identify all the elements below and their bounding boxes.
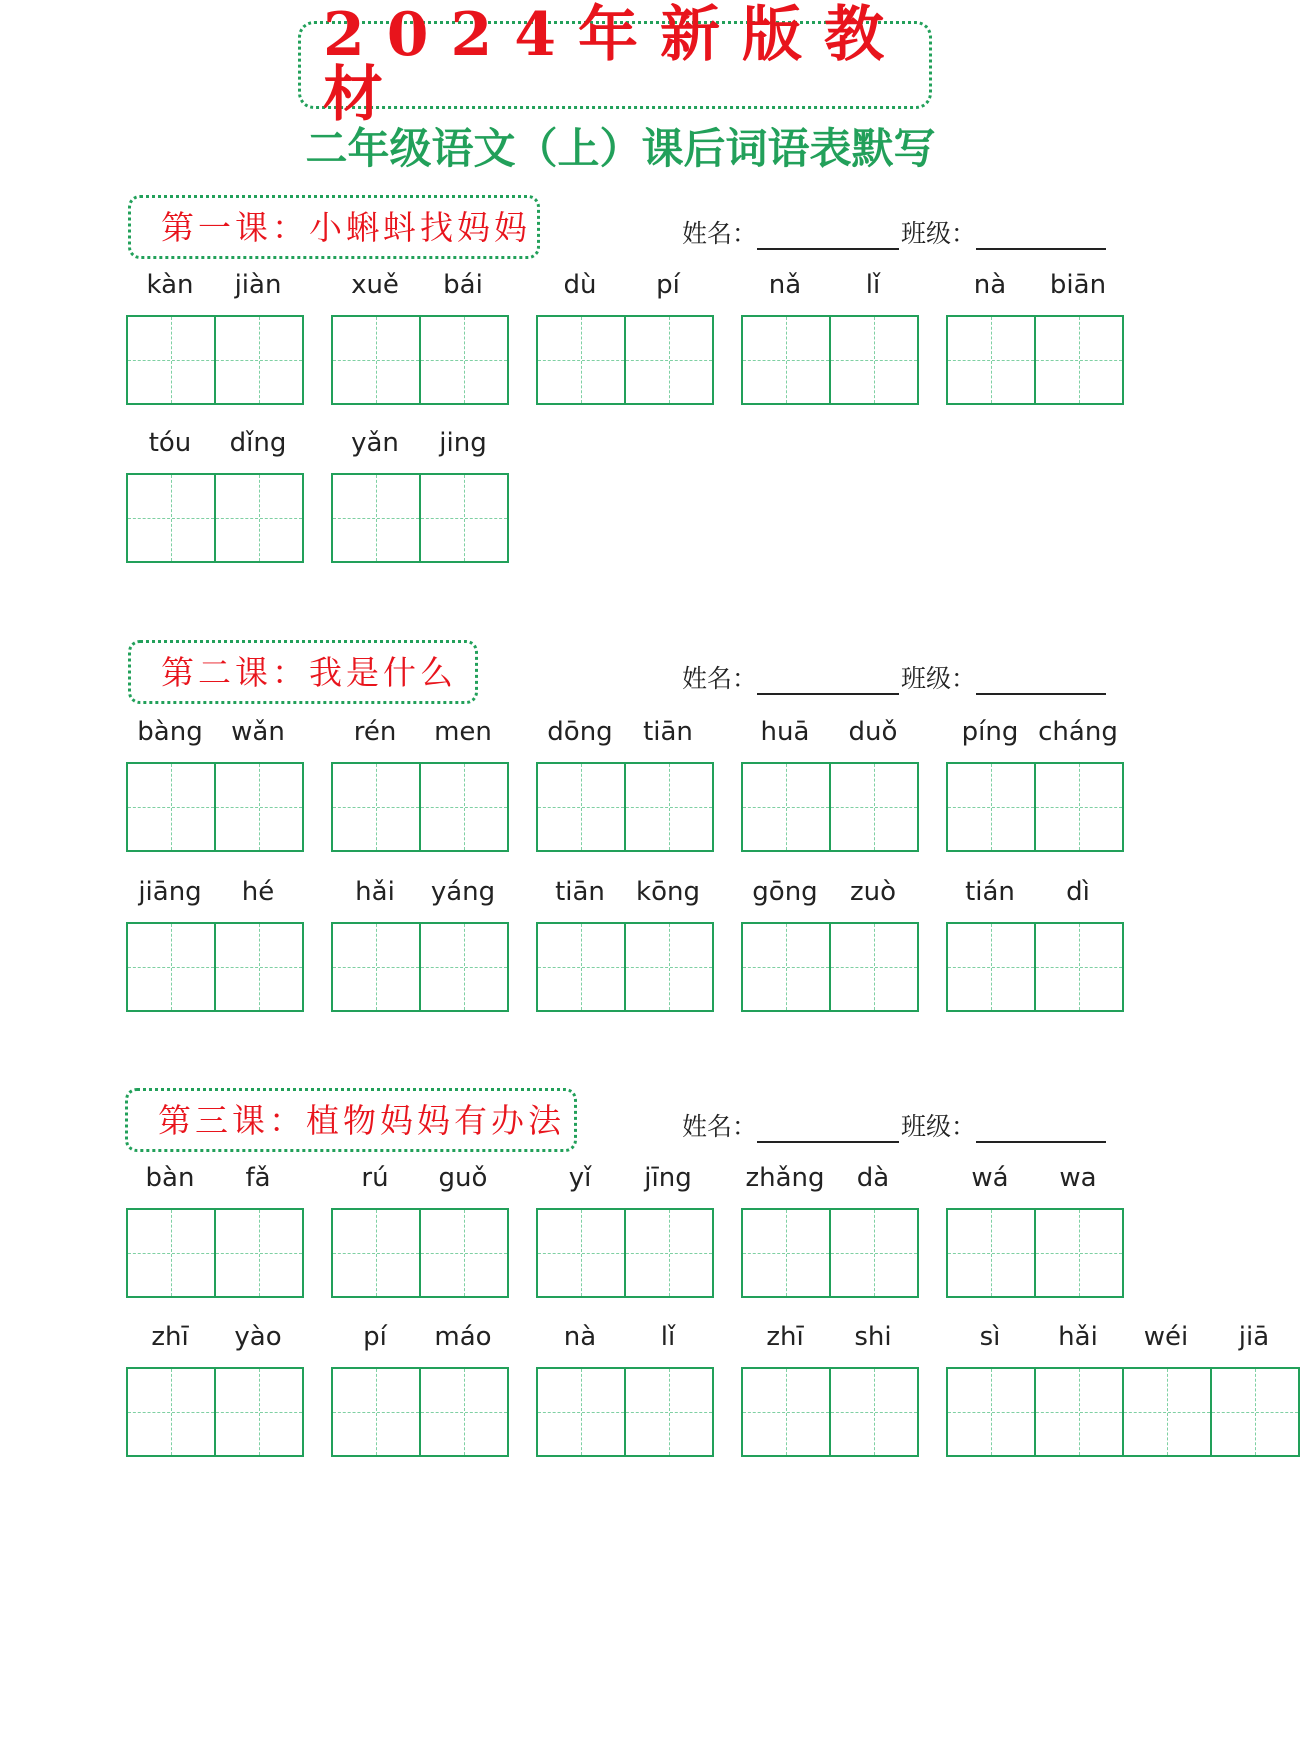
lesson-2-title: 第二课：我是什么 [161,652,457,692]
class-blank[interactable] [976,663,1106,695]
writing-cell[interactable] [624,764,712,850]
writing-cell[interactable] [214,475,302,561]
writing-cell[interactable] [538,764,624,850]
page-title: 2024年新版教材 [323,0,906,130]
tianzige-cells [946,922,1124,1012]
pinyin-syllable: zuò [849,877,897,907]
word-group [126,1158,304,1298]
name-label: 姓名： [682,219,758,248]
pinyin-syllable: jiā [1238,1322,1270,1352]
word-group [331,265,509,405]
word-group [126,423,304,563]
pinyin-row [126,872,304,912]
pinyin-syllable: biān [1049,270,1107,300]
pinyin-syllable: guǒ [438,1163,488,1193]
writing-cell[interactable] [333,924,419,1010]
writing-cell[interactable] [214,764,302,850]
pinyin-syllable: jīng [644,1163,692,1193]
pinyin-row [126,712,304,752]
writing-cell[interactable] [624,317,712,403]
tianzige-cells [946,1208,1124,1298]
pinyin-syllable: nà [563,1322,597,1352]
pinyin-syllable: dōng [547,717,613,747]
writing-cell[interactable] [948,764,1034,850]
pinyin-row [946,265,1124,305]
writing-cell[interactable] [333,1210,419,1296]
pinyin-syllable: lǐ [660,1322,676,1352]
pinyin-syllable: pí [656,270,680,300]
name-label: 姓名： [682,1112,758,1141]
pinyin-syllable: wéi [1143,1322,1189,1352]
writing-cell[interactable] [829,1369,917,1455]
tianzige-cells [946,1367,1300,1457]
word-group [946,872,1124,1012]
tianzige-cells [946,315,1124,405]
pinyin-syllable: jiàn [234,270,282,300]
pinyin-syllable: sì [979,1322,1001,1352]
writing-cell[interactable] [624,1369,712,1455]
writing-cell[interactable] [1122,1369,1210,1455]
pinyin-syllable: tóu [148,428,192,458]
writing-cell[interactable] [829,764,917,850]
word-group [946,1317,1300,1457]
word-group [536,1317,714,1457]
pinyin-syllable: shi [854,1322,892,1352]
pinyin-row [741,1158,919,1198]
pinyin-row [331,872,509,912]
pinyin-syllable: bàn [145,1163,195,1193]
tianzige-cells [331,762,509,852]
pinyin-syllable: jing [439,428,487,458]
writing-cell[interactable] [948,924,1034,1010]
pinyin-syllable: men [434,717,492,747]
pinyin-row [331,423,509,463]
writing-cell[interactable] [419,475,507,561]
tianzige-cells [741,1208,919,1298]
writing-cell[interactable] [333,317,419,403]
word-group [536,265,714,405]
word-group [946,712,1124,852]
name-blank[interactable] [757,663,899,695]
tianzige-cells [331,315,509,405]
writing-cell[interactable] [128,1210,214,1296]
pinyin-row [946,1317,1300,1357]
writing-cell[interactable] [829,924,917,1010]
pinyin-row [126,1158,304,1198]
writing-cell[interactable] [419,1369,507,1455]
pinyin-syllable: hé [241,877,275,907]
pinyin-row [536,1158,714,1198]
pinyin-syllable: zhī [766,1322,804,1352]
lesson-3-title: 第三课：植物妈妈有办法 [158,1100,565,1140]
writing-cell[interactable] [128,1369,214,1455]
pinyin-syllable: máo [434,1322,492,1352]
tianzige-cells [536,762,714,852]
writing-cell[interactable] [829,1210,917,1296]
class-label: 班级： [901,664,977,693]
writing-cell[interactable] [624,924,712,1010]
pinyin-row [741,1317,919,1357]
pinyin-row [331,1317,509,1357]
word-group [741,1317,919,1457]
pinyin-row [536,712,714,752]
tianzige-cells [331,922,509,1012]
writing-cell[interactable] [419,764,507,850]
lesson-1-name-class [682,210,1106,250]
tianzige-cells [331,473,509,563]
tianzige-cells [126,473,304,563]
writing-cell[interactable] [538,317,624,403]
pinyin-syllable: kōng [636,877,700,907]
pinyin-row [946,712,1124,752]
pinyin-syllable: dù [563,270,597,300]
writing-cell[interactable] [1034,924,1122,1010]
tianzige-cells [946,762,1124,852]
word-group [741,265,919,405]
pinyin-syllable: tiān [555,877,605,907]
word-group [536,712,714,852]
word-group [536,872,714,1012]
lesson-1-title: 第一课：小蝌蚪找妈妈 [161,207,531,247]
word-group [126,712,304,852]
pinyin-row [741,265,919,305]
pinyin-syllable: lǐ [865,270,881,300]
word-group [741,1158,919,1298]
word-group [331,872,509,1012]
pinyin-syllable: gōng [752,877,818,907]
tianzige-cells [331,1367,509,1457]
tianzige-cells [536,315,714,405]
writing-cell[interactable] [948,1210,1034,1296]
writing-cell[interactable] [948,1369,1034,1455]
tianzige-cells [741,1367,919,1457]
word-group [126,265,304,405]
writing-cell[interactable] [333,764,419,850]
writing-cell[interactable] [829,317,917,403]
pinyin-syllable: zhǎng [745,1163,825,1193]
writing-cell[interactable] [419,1210,507,1296]
writing-cell[interactable] [538,1210,624,1296]
tianzige-cells [126,315,304,405]
writing-cell[interactable] [743,1369,829,1455]
pinyin-syllable: rén [353,717,397,747]
name-blank[interactable] [757,218,899,250]
writing-cell[interactable] [624,1210,712,1296]
writing-cell[interactable] [214,317,302,403]
writing-cell[interactable] [128,475,214,561]
pinyin-syllable: rú [361,1163,389,1193]
pinyin-syllable: hǎi [1058,1322,1098,1352]
pinyin-syllable: cháng [1038,717,1118,747]
pinyin-syllable: dà [856,1163,890,1193]
writing-cell[interactable] [743,764,829,850]
word-group [536,1158,714,1298]
pinyin-row [331,265,509,305]
writing-cell[interactable] [333,1369,419,1455]
writing-cell[interactable] [128,764,214,850]
pinyin-row [126,265,304,305]
writing-cell[interactable] [1034,764,1122,850]
pinyin-syllable: píng [961,717,1019,747]
tianzige-cells [126,1208,304,1298]
tianzige-cells [741,762,919,852]
writing-cell[interactable] [743,924,829,1010]
pinyin-syllable: bái [443,270,483,300]
writing-cell[interactable] [1210,1369,1298,1455]
tianzige-cells [126,762,304,852]
pinyin-syllable: bàng [137,717,203,747]
writing-cell[interactable] [214,1369,302,1455]
tianzige-cells [536,1367,714,1457]
name-label: 姓名： [682,664,758,693]
class-blank[interactable] [976,1111,1106,1143]
word-group [946,1158,1124,1298]
word-group [741,712,919,852]
class-label: 班级： [901,219,977,248]
pinyin-syllable: wǎn [231,717,285,747]
writing-cell[interactable] [1034,1210,1122,1296]
pinyin-row [946,872,1124,912]
pinyin-syllable: hǎi [355,877,395,907]
word-group [741,872,919,1012]
word-group [331,423,509,563]
tianzige-cells [741,315,919,405]
pinyin-row [126,1317,304,1357]
word-group [331,1317,509,1457]
writing-cell[interactable] [128,924,214,1010]
pinyin-syllable: xuě [351,270,399,300]
writing-cell[interactable] [538,1369,624,1455]
name-blank[interactable] [757,1111,899,1143]
writing-cell[interactable] [128,317,214,403]
pinyin-syllable: yào [234,1322,282,1352]
tianzige-cells [536,1208,714,1298]
pinyin-syllable: kàn [146,270,194,300]
tianzige-cells [331,1208,509,1298]
pinyin-syllable: duǒ [848,717,898,747]
pinyin-syllable: yáng [430,877,496,907]
pinyin-row [536,265,714,305]
tianzige-cells [741,922,919,1012]
word-group [331,1158,509,1298]
tianzige-cells [536,922,714,1012]
pinyin-syllable: zhī [151,1322,189,1352]
pinyin-syllable: wá [971,1163,1009,1193]
pinyin-syllable: huā [760,717,810,747]
pinyin-row [536,872,714,912]
lesson-2-header [128,640,478,704]
pinyin-syllable: wa [1059,1163,1097,1193]
class-label: 班级： [901,1112,977,1141]
pinyin-syllable: yǐ [568,1163,592,1193]
writing-cell[interactable] [743,317,829,403]
page-subtitle: 二年级语文（上）课后词语表默写 [305,124,936,173]
pinyin-syllable: tiān [643,717,693,747]
pinyin-syllable: nà [973,270,1007,300]
pinyin-syllable: yǎn [351,428,399,458]
lesson-3-header [125,1088,577,1152]
word-group [946,265,1124,405]
word-group [126,1317,304,1457]
pinyin-row [331,712,509,752]
writing-cell[interactable] [538,924,624,1010]
pinyin-row [741,712,919,752]
writing-cell[interactable] [214,1210,302,1296]
title-box [298,0,932,130]
pinyin-row [536,1317,714,1357]
writing-cell[interactable] [948,317,1034,403]
pinyin-syllable: nǎ [768,270,802,300]
lesson-2-name-class [682,655,1106,695]
word-group [126,872,304,1012]
pinyin-row [946,1158,1124,1198]
lesson-3-name-class [682,1103,1106,1143]
tianzige-cells [126,1367,304,1457]
word-group [331,712,509,852]
writing-cell[interactable] [419,924,507,1010]
writing-cell[interactable] [743,1210,829,1296]
pinyin-row [126,423,304,463]
pinyin-syllable: jiāng [138,877,202,907]
writing-cell[interactable] [214,924,302,1010]
pinyin-syllable: fǎ [245,1163,271,1193]
lesson-1-header [128,195,540,259]
pinyin-syllable: pí [363,1322,387,1352]
writing-cell[interactable] [1034,1369,1122,1455]
writing-cell[interactable] [1034,317,1122,403]
pinyin-syllable: dì [1066,877,1090,907]
class-blank[interactable] [976,218,1106,250]
tianzige-cells [126,922,304,1012]
writing-cell[interactable] [419,317,507,403]
pinyin-syllable: tián [965,877,1015,907]
writing-cell[interactable] [333,475,419,561]
pinyin-syllable: dǐng [229,428,287,458]
pinyin-row [741,872,919,912]
pinyin-row [331,1158,509,1198]
